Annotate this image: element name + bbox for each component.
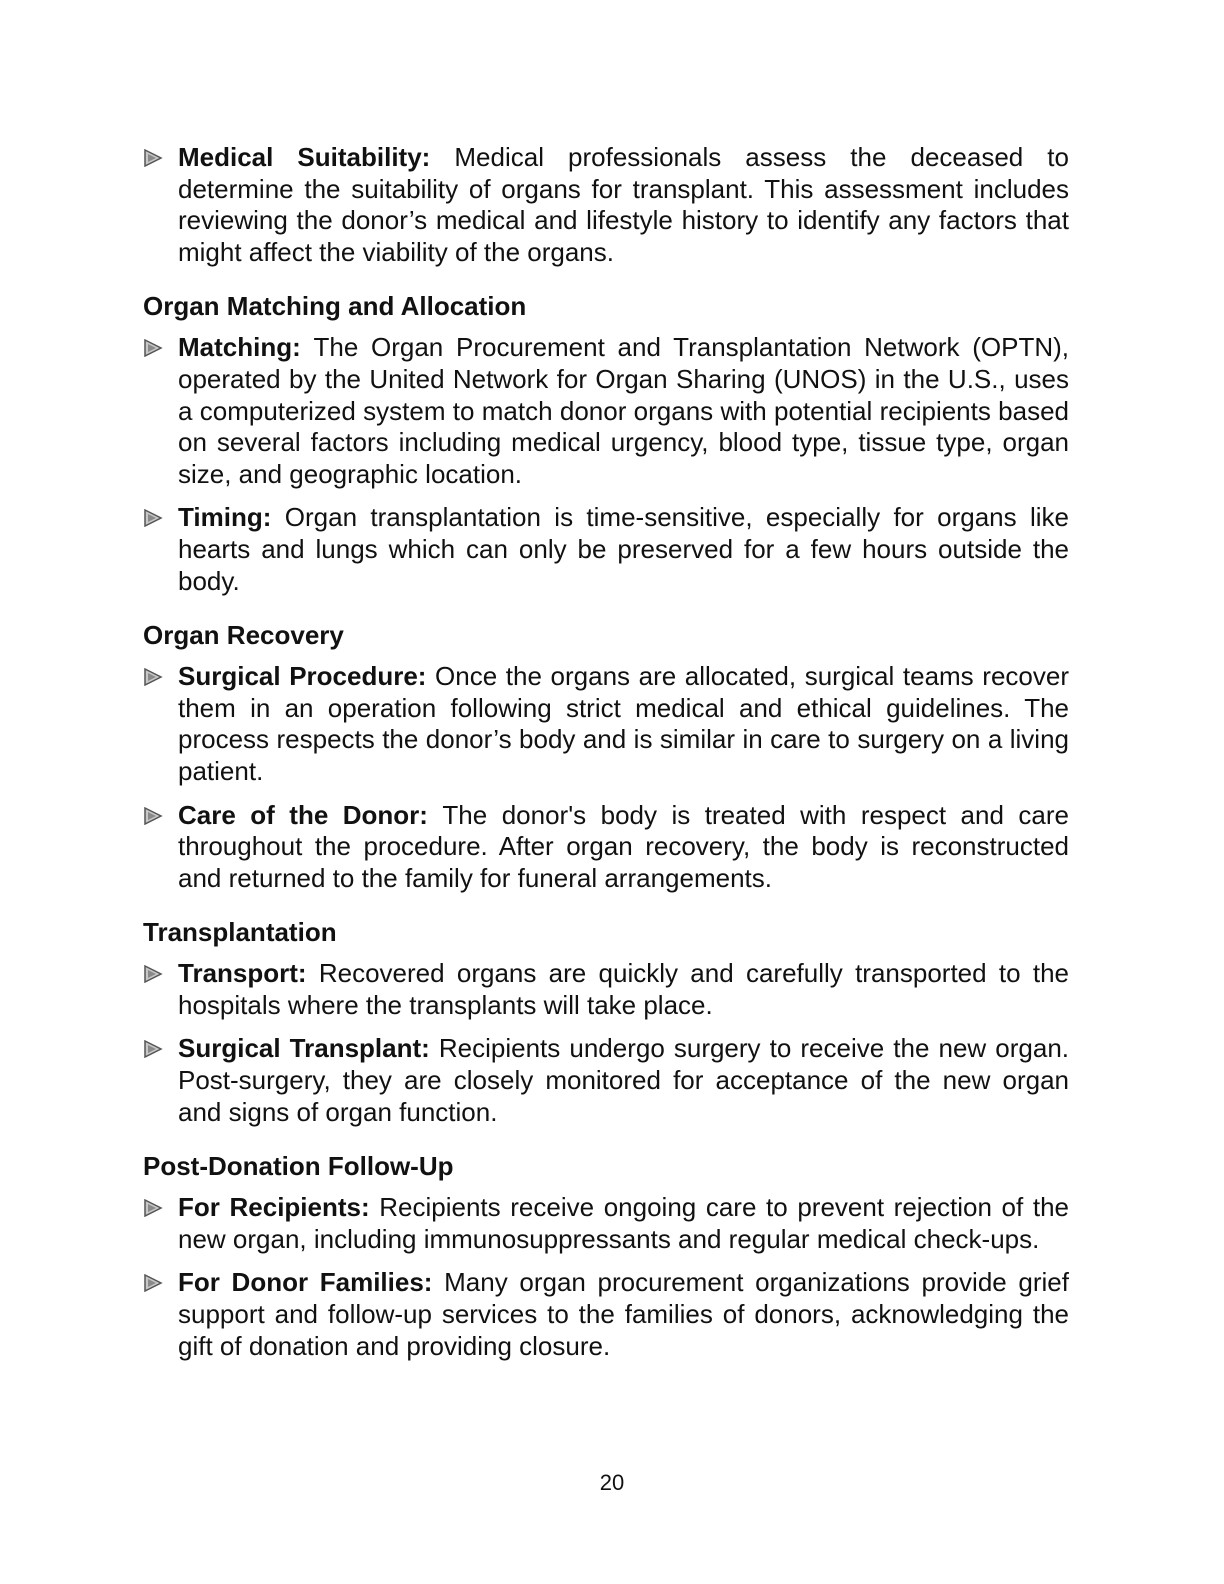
bullet-term: Surgical Transplant: <box>178 1033 439 1064</box>
triangle-arrow-bullet-icon <box>143 668 163 686</box>
bullet-text: Organ transplantation is time-sensitive, especially for organs like hearts and lungs which can only be preserved for a few hours outside the body. <box>178 502 1070 596</box>
bullet-term: For Donor Families: <box>178 1267 445 1298</box>
section-organ-recovery <box>143 619 1069 894</box>
bullet-text: The Organ Procurement and Transplantation Network (OPTN), operated by the United Network for Organ Sharing (UNOS) in the U.S., uses a computerized system to match donor organs with potential recipients based on several factors including medical urgency, blood type, tissue type, organ size, and geographic location. <box>178 332 1069 489</box>
bullet-item <box>143 502 1069 597</box>
bullet-text: Recovered organs are quickly and carefully transported to the hospitals where the transplants will take place. <box>178 958 1069 1020</box>
section-organ-matching <box>143 290 1069 597</box>
triangle-arrow-bullet-icon <box>143 1199 163 1217</box>
bullet-term: For Recipients: <box>178 1192 380 1223</box>
triangle-arrow-bullet-icon <box>143 807 163 825</box>
bullet-item <box>143 800 1069 895</box>
section-heading: Post-Donation Follow-Up <box>143 1151 454 1182</box>
triangle-arrow-bullet-icon <box>143 965 163 983</box>
bullet-text: The donor's body is treated with respect and care throughout the procedure. After organ recovery, the body is reconstructed and returned to the family for funeral arrangements. <box>178 799 1069 893</box>
bullet-term: Transport: <box>178 958 319 989</box>
triangle-arrow-bullet-icon <box>143 149 163 167</box>
bullet-text: Recipients undergo surgery to receive the new organ. Post-surgery, they are closely monitored for acceptance of the new organ and signs of organ function. <box>178 1033 1070 1127</box>
triangle-arrow-bullet-icon <box>143 1040 163 1058</box>
triangle-arrow-bullet-icon <box>143 509 163 527</box>
bullet-item <box>143 142 1069 268</box>
bullet-item <box>143 958 1069 1021</box>
bullet-text: Once the organs are allocated, surgical teams recover them in an operation following strict medical and ethical guidelines. The process respects the donor’s body and is similar in care to surgery on a living patient. <box>178 661 1069 786</box>
bullet-term: Surgical Procedure: <box>178 661 436 692</box>
bullet-term: Timing: <box>178 502 285 533</box>
bullet-item <box>143 1267 1069 1362</box>
triangle-arrow-bullet-icon <box>143 339 163 357</box>
section-heading: Transplantation <box>143 917 337 948</box>
bullet-term: Care of the Donor: <box>178 799 443 830</box>
section-medical-suitability <box>143 142 1069 268</box>
section-transplantation <box>143 916 1069 1128</box>
document-body <box>143 142 1069 1374</box>
triangle-arrow-bullet-icon <box>143 1274 163 1292</box>
bullet-item <box>143 1033 1069 1128</box>
bullet-item <box>143 1192 1069 1255</box>
section-heading: Organ Recovery <box>143 620 344 651</box>
bullet-term: Matching: <box>178 332 314 363</box>
page-number: 20 <box>599 1470 625 1495</box>
bullet-item <box>143 661 1069 787</box>
section-post-donation <box>143 1150 1069 1362</box>
bullet-text: Recipients receive ongoing care to prevent rejection of the new organ, including immunosuppressants and regular medical check-ups. <box>178 1192 1069 1254</box>
bullet-term: Medical Suitability: <box>178 142 455 172</box>
bullet-item <box>143 332 1069 490</box>
bullet-text: Many organ procurement organizations provide grief support and follow-up services to the families of donors, acknowledging the gift of donation and providing closure. <box>178 1267 1069 1361</box>
section-heading: Organ Matching and Allocation <box>143 291 527 322</box>
bullet-text: Medical professionals assess the deceased to determine the suitability of organs for transplant. This assessment includes reviewing the donor’s medical and lifestyle history to identify any factors that might affect the viability of the organs. <box>178 142 1069 267</box>
